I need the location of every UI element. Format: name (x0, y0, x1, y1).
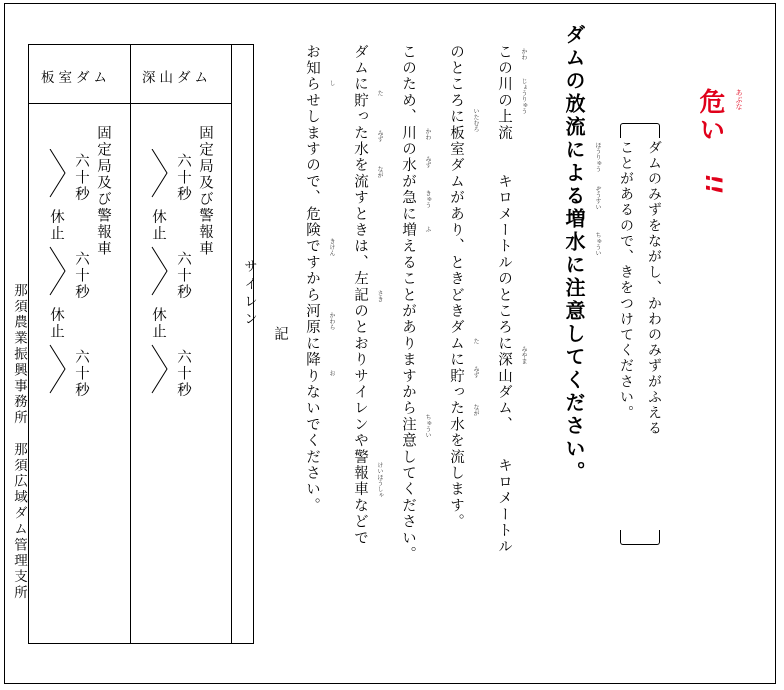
body-line-5: お知らせしますので、危険ですから河原に降りないでください。 (304, 44, 320, 514)
body-line-1: この川の上流 キロメートルのところに深山ダム、 キロメートル (496, 44, 512, 556)
ruby: みず (472, 366, 479, 378)
ruby: なが (376, 166, 383, 178)
itamuro-pulse-marks (49, 149, 67, 399)
ruby: ふ (424, 226, 431, 232)
note-bracket-bottom (620, 530, 660, 545)
miyama-sixty-3: 六十秒 (175, 349, 191, 399)
miyama-rest-1: 休止 (150, 209, 166, 242)
hiragana-note (612, 140, 668, 480)
ruby: みやま (520, 346, 527, 364)
ruby: かわら (328, 312, 335, 330)
ruby: た (376, 90, 383, 96)
pulse-triangle-icon (50, 247, 65, 295)
miyama-pulse-marks (151, 149, 169, 399)
ruby: きけん (328, 238, 335, 256)
ruby-houryuu: ほうりゅう (594, 142, 601, 172)
pulse-triangle-icon (152, 149, 167, 197)
body-line-4: ダムに貯った水を流すときは、左記のとおりサイレンや警報車などで (352, 44, 368, 547)
org-line-1: 那須農業振興事務所 (11, 283, 27, 427)
pulse-triangle-icon (50, 149, 65, 197)
miyama-rest-2: 休止 (150, 307, 166, 340)
miyama-sixty-1: 六十秒 (175, 153, 191, 203)
dam-name-itamuro: 板室ダム (41, 70, 111, 86)
danger-exclaim: !! (700, 174, 725, 195)
itamuro-rest-2: 休止 (48, 307, 64, 340)
organization (6, 283, 32, 601)
ruby: かわ (424, 128, 431, 140)
itamuro-station-label: 固定局及び警報車 (95, 125, 111, 257)
ruby: なが (472, 404, 479, 416)
itamuro-sixty-2: 六十秒 (73, 251, 89, 301)
ruby: いたむろ (472, 108, 479, 132)
ruby-chuui: ちゅうい (594, 232, 601, 256)
ruby: し (328, 80, 335, 86)
org-line-2: 那須広域ダム管理支所 (11, 442, 27, 602)
ruby: さき (376, 290, 383, 302)
danger-ruby: あぶな (735, 89, 743, 110)
ruby: きゅう (424, 190, 431, 208)
table-divider (130, 45, 131, 643)
note-line-1: ダムのみずをながし、かわのみずがふえる (646, 140, 662, 437)
ruby: けいほうしゃ (376, 462, 383, 498)
body-line-2: のところに板室ダムがあり、ときどきダムに貯った水を流します。 (448, 44, 464, 530)
ruby: ちゅうい (424, 414, 431, 438)
ruby-zousui: ぞうすい (594, 186, 601, 210)
ruby: お (328, 370, 335, 376)
ruby: た (472, 338, 479, 344)
pulse-triangle-icon (152, 345, 167, 393)
body-line-3: このため、川の水が急に増えることがありますから注意してください。 (400, 44, 416, 563)
note-bracket-top (620, 123, 660, 138)
table-header-line (29, 103, 231, 104)
danger-title: 危い (695, 88, 725, 144)
note-line-2: ことがあるので、きをつけてください。 (618, 140, 634, 421)
table-divider (231, 45, 232, 643)
itamuro-sixty-1: 六十秒 (73, 153, 89, 203)
ruby: かわ (520, 48, 527, 60)
itamuro-rest-1: 休止 (48, 209, 64, 242)
miyama-sixty-2: 六十秒 (175, 251, 191, 301)
siren-table (28, 44, 257, 644)
ruby: みず (424, 156, 431, 168)
miyama-station-label: 固定局及び警報車 (197, 125, 213, 257)
pulse-triangle-icon (50, 345, 65, 393)
ki-label: 記 (272, 326, 288, 341)
headline: ダムの放流による増水に注意してください。 (562, 24, 586, 484)
dam-name-miyama: 深山ダム (142, 70, 212, 86)
siren-header: サイレン (241, 259, 257, 329)
ruby: みず (376, 130, 383, 142)
itamuro-sixty-3: 六十秒 (73, 349, 89, 399)
ruby: じょうりゅう (520, 78, 527, 114)
pulse-triangle-icon (152, 247, 167, 295)
